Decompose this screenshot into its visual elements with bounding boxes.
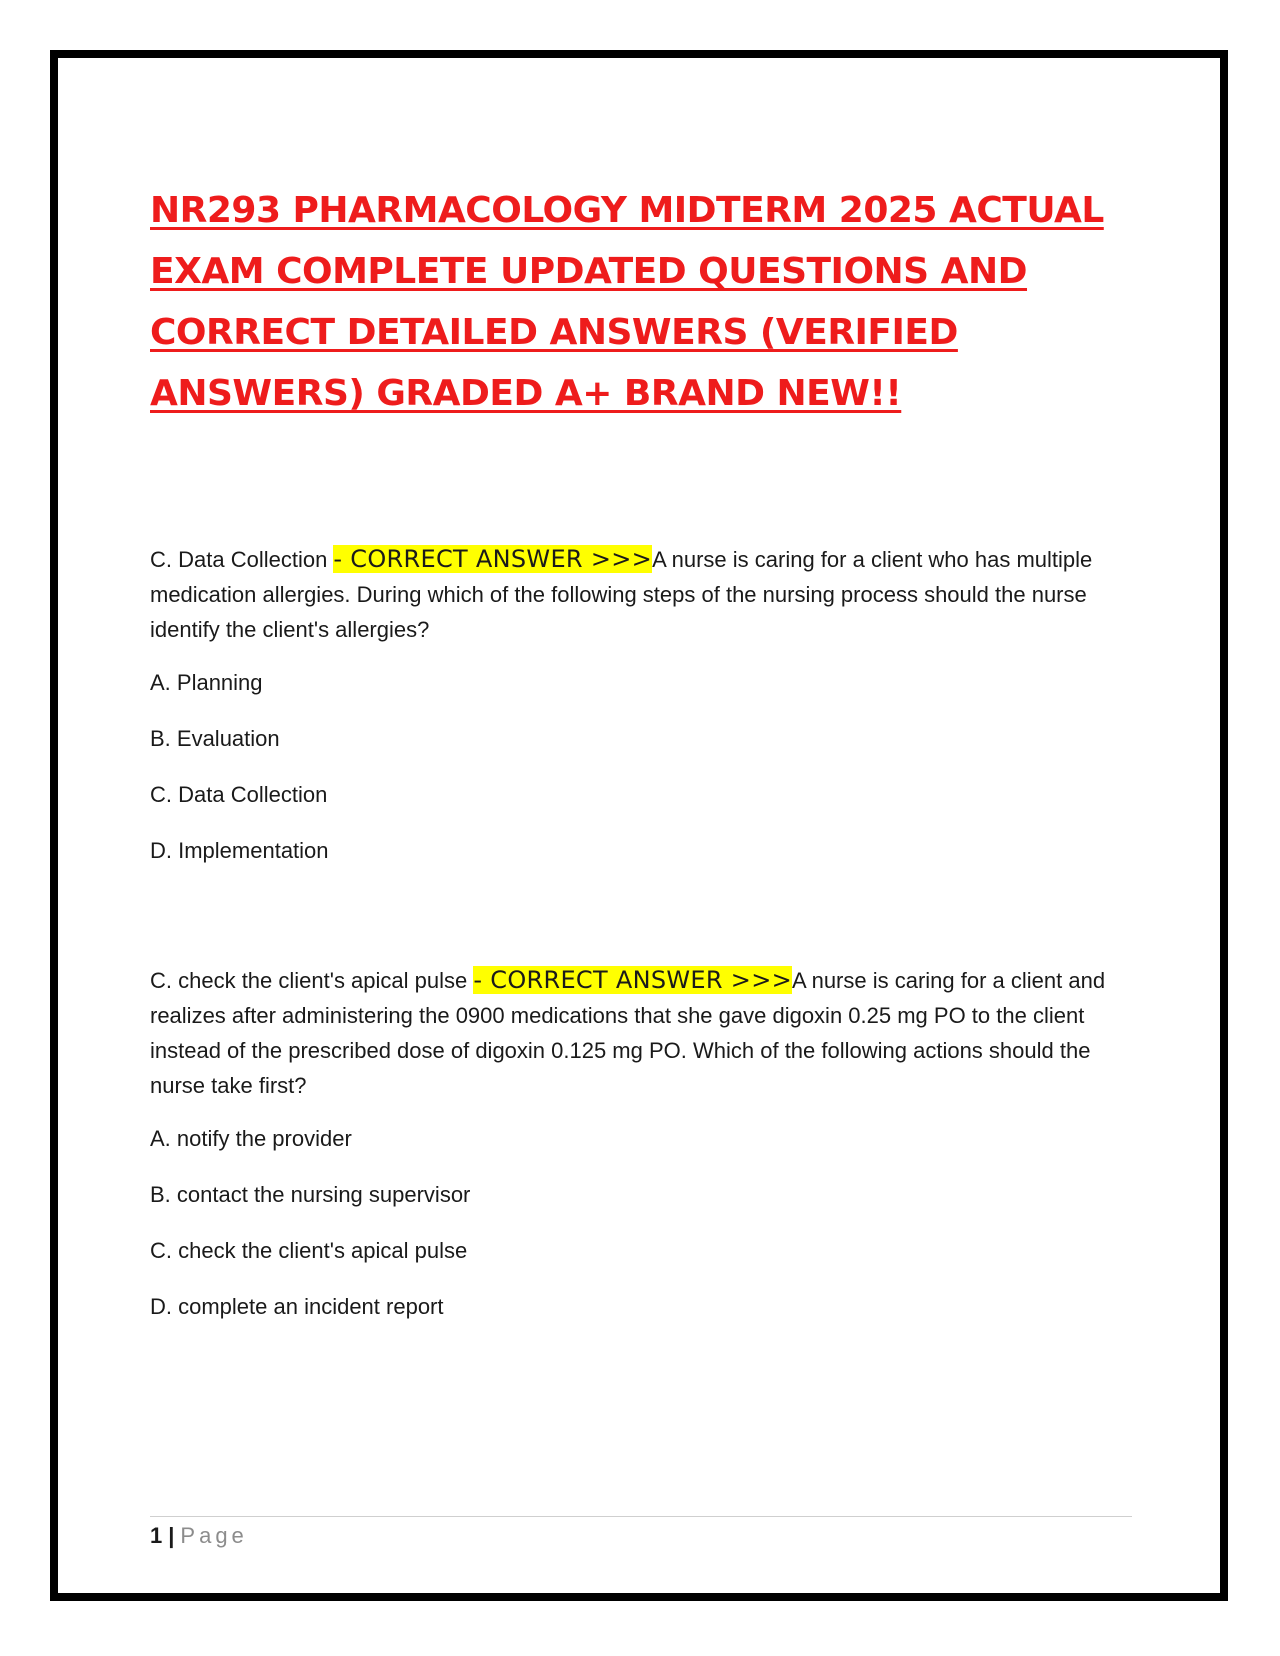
question-1-option-c: C. Data Collection [150, 782, 328, 807]
question-2-option-d: D. complete an incident report [150, 1294, 444, 1319]
footer-separator: | [168, 1523, 175, 1548]
question-2-answer: C. check the client's apical pulse [150, 968, 474, 993]
question-1-option-b: B. Evaluation [150, 726, 280, 751]
question-2 [150, 963, 1140, 1103]
question-2-option-c: C. check the client's apical pulse [150, 1238, 468, 1263]
document-body [150, 180, 1140, 1325]
question-1-answer: C. Data Collection [150, 547, 334, 572]
page-number: 1 [150, 1523, 163, 1548]
page-footer [150, 1520, 248, 1552]
question-2-option-a: A. notify the provider [150, 1126, 352, 1151]
question-1-option-d: D. Implementation [150, 838, 329, 863]
question-1 [150, 542, 1140, 647]
page-label: Page [180, 1523, 248, 1548]
footer-divider [150, 1516, 1132, 1517]
question-2-option-b: B. contact the nursing supervisor [150, 1182, 471, 1207]
question-1-option-a: A. Planning [150, 670, 263, 695]
document-title: NR293 PHARMACOLOGY MIDTERM 2025 ACTUAL EXAM COMPLETE UPDATED QUESTIONS AND CORRECT DETAILED ANSWERS (VERIFIED ANSWERS) GRADED A+ BRAND NEW!! [150, 190, 1104, 414]
question-1-prompt: A nurse is caring for a client who has multiple medication allergies. During which of the following steps of the nursing process should the nurse identify the client's allergies? [150, 547, 1093, 642]
correct-answer-marker: - CORRECT ANSWER >>> [473, 966, 793, 994]
correct-answer-marker: - CORRECT ANSWER >>> [333, 545, 653, 573]
question-2-prompt: A nurse is caring for a client and realizes after administering the 0900 medications that she gave digoxin 0.25 mg PO to the client instead of the prescribed dose of digoxin 0.125 mg PO. Which of the following actions should the nurse take first? [150, 968, 1106, 1098]
